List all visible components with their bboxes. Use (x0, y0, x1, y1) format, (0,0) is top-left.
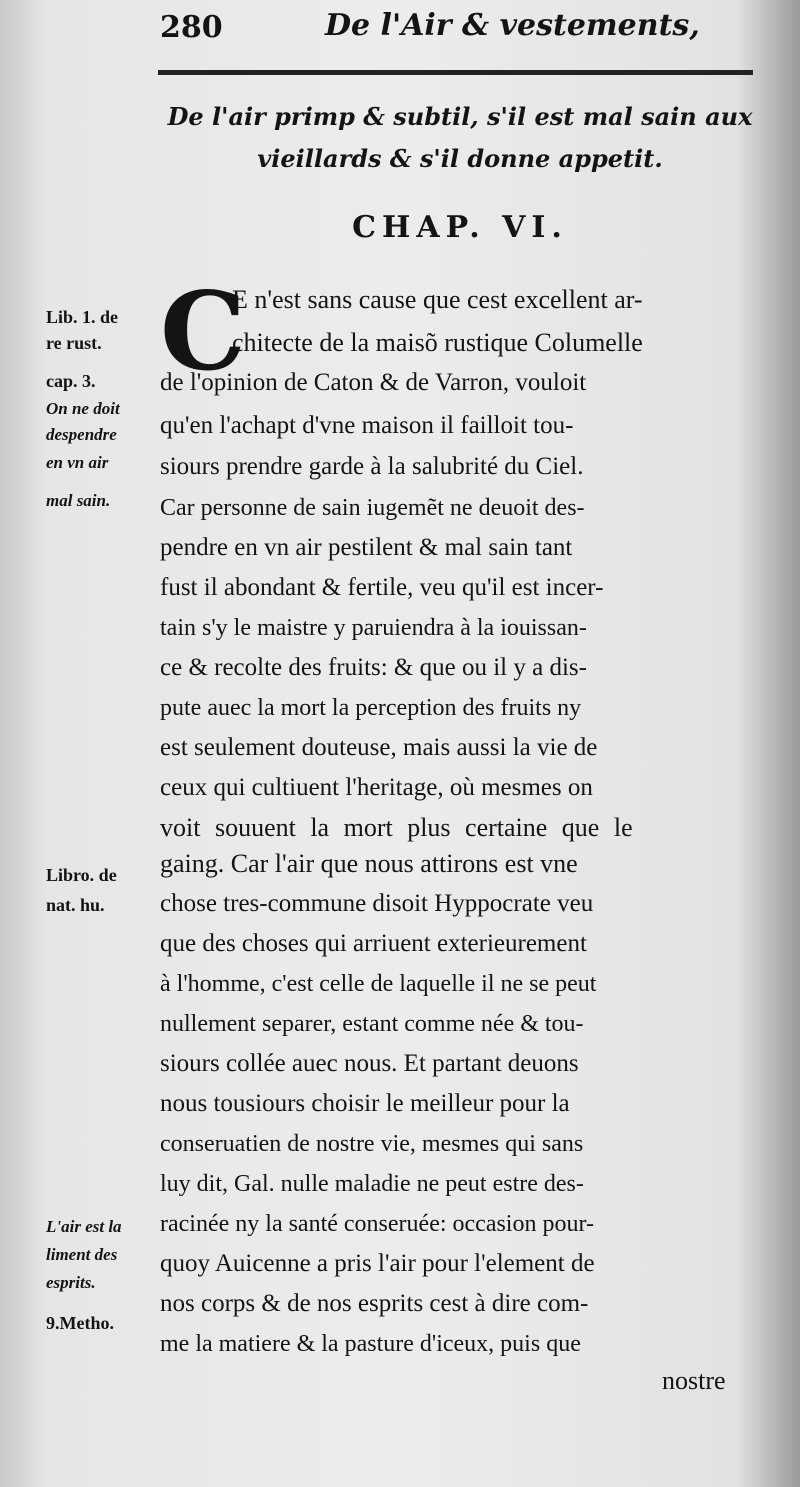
margin-note: mal sain. (46, 491, 111, 510)
margin-note: L'air est la (46, 1217, 122, 1236)
catchword: nostre (662, 1366, 726, 1395)
body-line: Car personne de sain iugemẽt ne deuoit des- (160, 495, 585, 521)
body-line: tain s'y le maistre y paruiendra à la iouissan- (160, 615, 587, 641)
body-line: de l'opinion de Caton & de Varron, vouloit (160, 369, 587, 396)
margin-note: esprits. (46, 1273, 96, 1292)
body-line: E n'est sans cause que cest excellent ar- (232, 285, 643, 314)
margin-note: en vn air (46, 453, 109, 472)
margin-note: nat. hu. (46, 895, 105, 915)
margin-note: despendre (46, 425, 117, 444)
body-line: voit souuent la mort plus certaine que le (160, 813, 633, 842)
margin-note: re rust. (46, 333, 102, 353)
subheading-line-1: De l'air primp & subtil, s'il est mal sain aux (167, 102, 753, 131)
margin-note: liment des (46, 1245, 118, 1264)
chapter-heading: CHAP. VI. (352, 210, 568, 245)
body-line: quoy Auicenne a pris l'air pour l'element de (160, 1250, 595, 1277)
body-line: me la matiere & la pasture d'iceux, puis que (160, 1331, 581, 1357)
margin-note: cap. 3. (46, 371, 96, 391)
body-line: pendre en vn air pestilent & mal sain tant (160, 534, 573, 561)
section-subheading (160, 96, 760, 180)
running-title: De l'Air & vestements, (325, 8, 700, 43)
body-line: ce & recolte des fruits: & que ou il y a dis- (160, 654, 587, 681)
margin-note: 9.Metho. (46, 1313, 114, 1333)
drop-cap: C (160, 269, 246, 395)
body-line: nos corps & de nos esprits cest à dire com- (160, 1290, 589, 1317)
body-line: à l'homme, c'est celle de laquelle il ne se peut (160, 971, 597, 997)
body-line: est seulement douteuse, mais aussi la vie de (160, 734, 598, 761)
body-line: nous tousiours choisir le meilleur pour la (160, 1090, 570, 1117)
body-line: chitecte de la maisõ rustique Columelle (232, 328, 643, 357)
body-line: siours prendre garde à la salubrité du Ciel. (160, 453, 584, 480)
body-line: conseruatien de nostre vie, mesmes qui sans (160, 1131, 584, 1157)
margin-note: Libro. de (46, 865, 117, 885)
body-line: que des choses qui arriuent exterieurement (160, 930, 587, 957)
body-line: siours collée auec nous. Et partant deuons (160, 1050, 579, 1077)
body-line: nullement separer, estant comme née & tou- (160, 1011, 584, 1037)
body-line: ceux qui cultiuent l'heritage, où mesmes on (160, 774, 593, 801)
body-line: luy dit, Gal. nulle maladie ne peut estre des- (160, 1171, 584, 1197)
body-line: qu'en l'achapt d'vne maison il failloit tou- (160, 412, 574, 439)
margin-note: Lib. 1. de (46, 307, 119, 327)
subheading-line-2: vieillards & s'il donne appetit. (257, 144, 663, 173)
body-line: racinée ny la santé conseruée: occasion pour- (160, 1211, 594, 1237)
body-line: gaing. Car l'air que nous attirons est vne (160, 849, 578, 878)
body-line: chose tres-commune disoit Hyppocrate veu (160, 890, 594, 917)
header-rule (158, 70, 753, 75)
page-number: 280 (160, 10, 223, 45)
body-line: fust il abondant & fertile, veu qu'il est incer- (160, 574, 604, 601)
body-line: pute auec la mort la perception des fruits ny (160, 695, 582, 721)
margin-note: On ne doit (46, 399, 120, 418)
